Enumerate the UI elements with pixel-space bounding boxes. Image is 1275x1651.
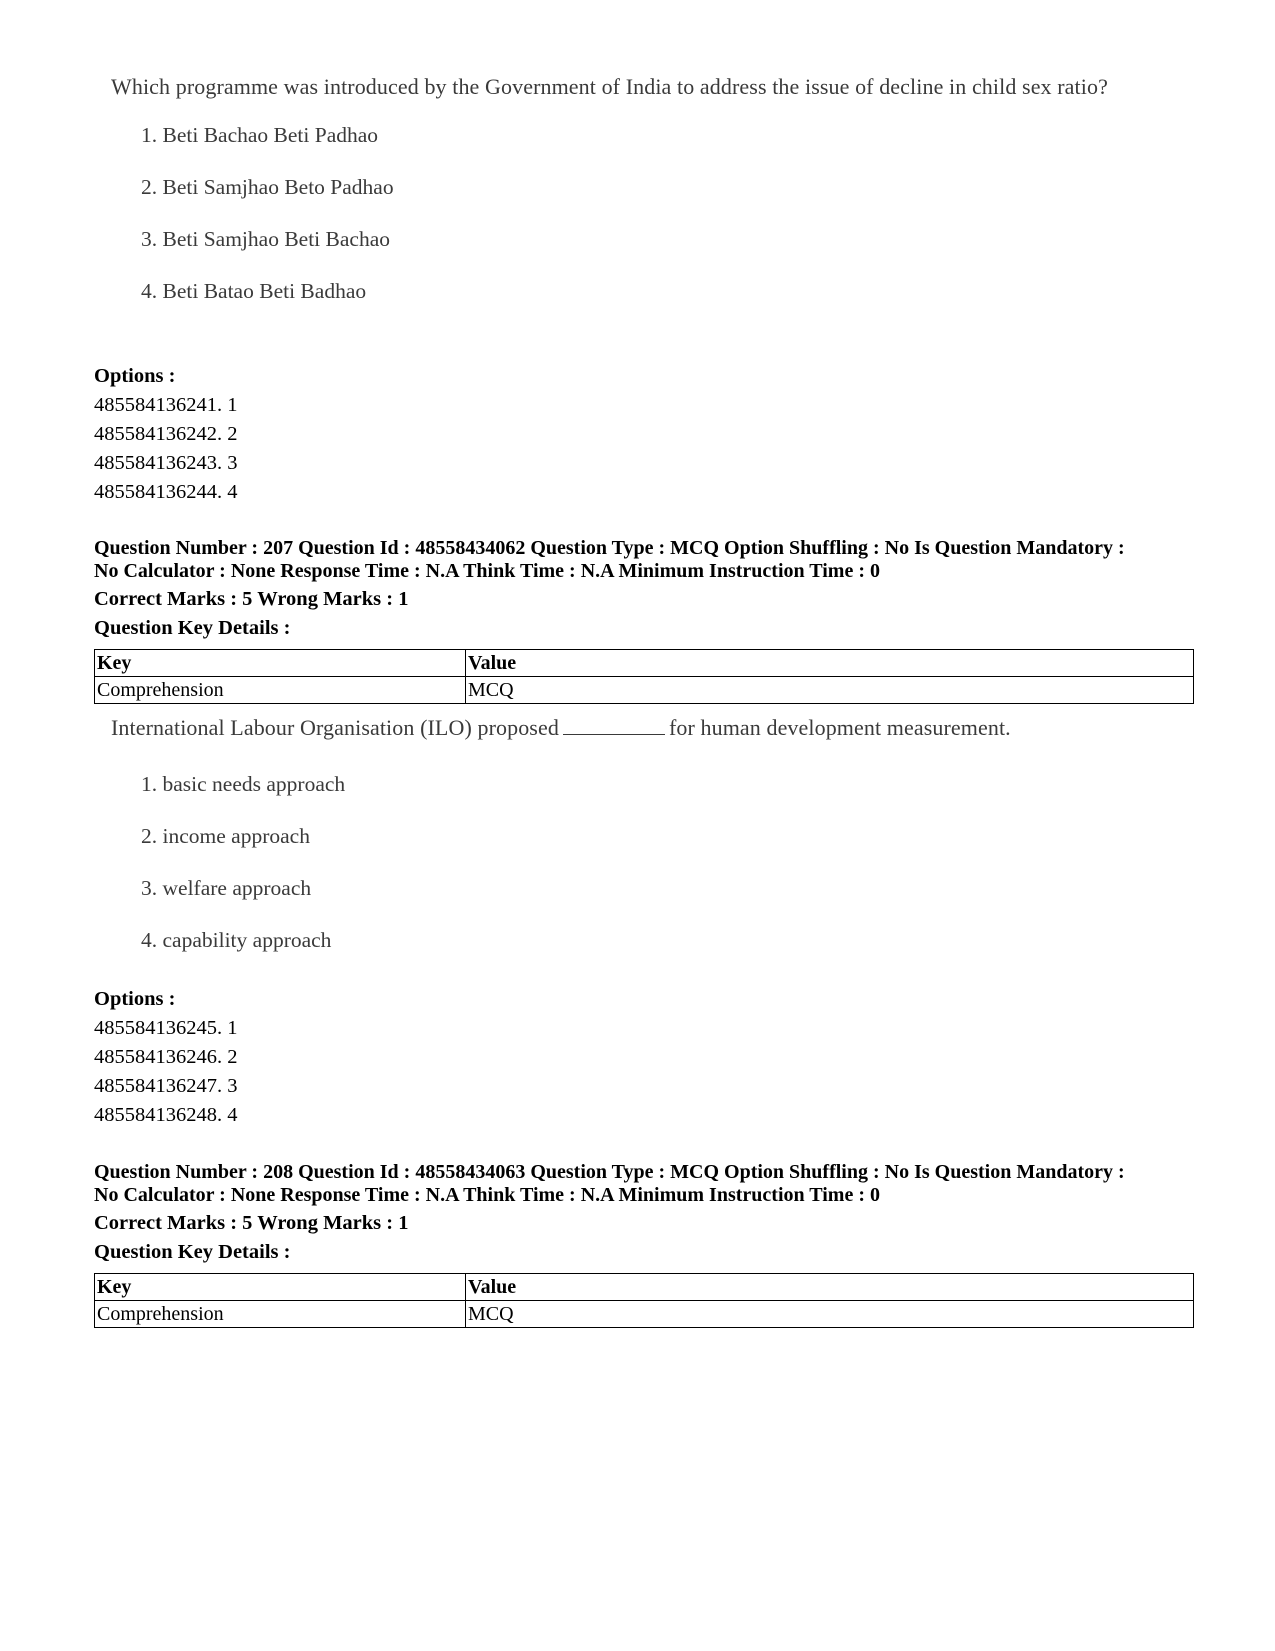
table-header-row (95, 1274, 1194, 1301)
question-208-meta (94, 1161, 1194, 1267)
table-cell: MCQ (466, 677, 1194, 704)
option-id: 485584136245. 1 (94, 1017, 238, 1039)
option-id: 485584136242. 2 (94, 423, 238, 445)
choice-item: 3. Beti Samjhao Beti Bachao (141, 227, 390, 251)
option-id: 485584136241. 1 (94, 394, 238, 416)
option-id: 485584136247. 3 (94, 1075, 238, 1097)
question-206-image (93, 73, 1183, 317)
question-meta-line: Question Number : 208 Question Id : 48558434063 Question Type : MCQ Option Shuffling : No Is Question Mandatory : (94, 1161, 1125, 1183)
table-header-row (95, 650, 1194, 677)
choice-item: 4. Beti Batao Beti Badhao (141, 279, 367, 303)
question-207-image (93, 714, 1183, 966)
table-header-cell: Value (466, 650, 1194, 677)
question-207-meta (94, 537, 1194, 643)
question-206-stem: Which programme was introduced by the Government of India to address the issue of decline in child sex ratio? (111, 74, 1108, 99)
question-meta-line: No Calculator : None Response Time : N.A Think Time : N.A Minimum Instruction Time : 0 (94, 1184, 880, 1206)
question-206-options (94, 362, 1194, 507)
question-207-options (94, 985, 1194, 1130)
question-207-key-table (94, 649, 1194, 704)
options-label: Options : (94, 988, 176, 1010)
marks-line: Correct Marks : 5 Wrong Marks : 1 (94, 1212, 409, 1234)
question-meta-line: No Calculator : None Response Time : N.A Think Time : N.A Minimum Instruction Time : 0 (94, 560, 880, 582)
question-207-choices (93, 758, 1183, 966)
choice-item: 1. Beti Bachao Beti Padhao (141, 123, 379, 147)
question-meta-line: Question Number : 207 Question Id : 48558434062 Question Type : MCQ Option Shuffling : No Is Question Mandatory : (94, 537, 1125, 559)
table-row (95, 1301, 1194, 1328)
option-id: 485584136243. 3 (94, 452, 238, 474)
table-header-cell: Value (466, 1274, 1194, 1301)
choice-item: 2. Beti Samjhao Beto Padhao (141, 175, 394, 199)
table-row (95, 677, 1194, 704)
option-id: 485584136246. 2 (94, 1046, 238, 1068)
question-207-stem (93, 714, 1183, 742)
choice-item: 4. capability approach (141, 928, 332, 952)
options-label: Options : (94, 365, 176, 387)
choice-item: 2. income approach (141, 824, 310, 848)
question-206-choices (93, 109, 1183, 317)
option-id: 485584136244. 4 (94, 481, 238, 503)
key-details-label: Question Key Details : (94, 1241, 291, 1263)
table-cell: MCQ (466, 1301, 1194, 1328)
key-details-label: Question Key Details : (94, 617, 291, 639)
fill-in-blank (563, 716, 665, 735)
stem-text: International Labour Organisation (ILO) proposed (111, 715, 559, 740)
stem-text: for human development measurement. (668, 715, 1011, 740)
choice-item: 3. welfare approach (141, 876, 312, 900)
table-cell: Comprehension (95, 677, 466, 704)
choice-item: 1. basic needs approach (141, 772, 346, 796)
table-cell: Comprehension (95, 1301, 466, 1328)
marks-line: Correct Marks : 5 Wrong Marks : 1 (94, 588, 409, 610)
question-208-key-table (94, 1273, 1194, 1328)
table-header-cell: Key (95, 1274, 466, 1301)
option-id: 485584136248. 4 (94, 1104, 238, 1126)
table-header-cell: Key (95, 650, 466, 677)
